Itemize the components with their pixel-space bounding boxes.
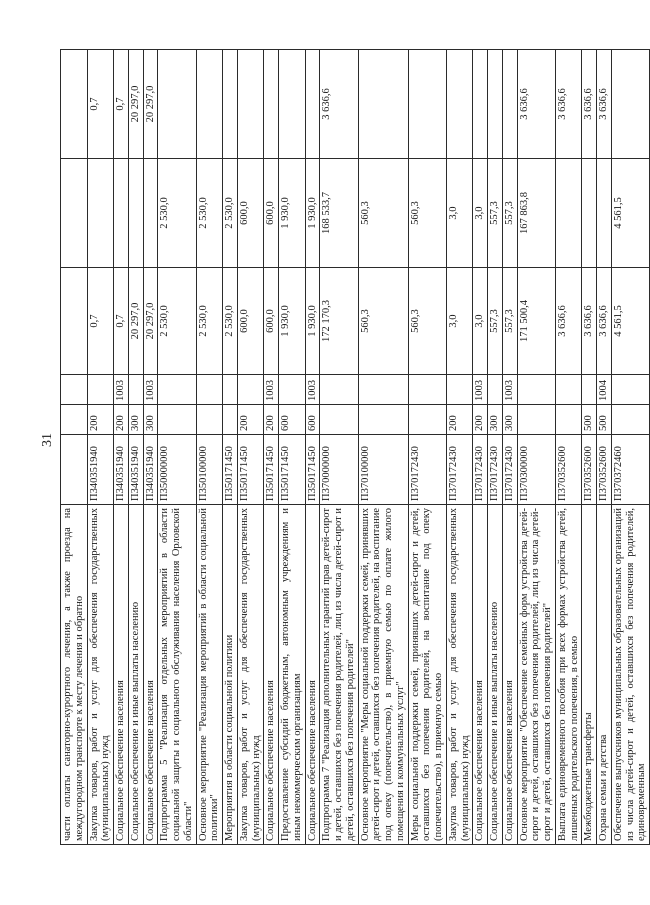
expense-type-code: 200 bbox=[87, 405, 114, 435]
row-name: Меры социальной поддержки семей, принявших детей-сирот и детей, оставшихся без попечения родителей, на воспитание под опеку (попечительство), в приемную семью bbox=[408, 505, 446, 845]
classification-code: П370372460 bbox=[611, 435, 649, 505]
row-name: Охрана семьи и детства bbox=[597, 505, 612, 845]
amount-federal: 3 636,6 bbox=[320, 50, 358, 159]
table-row bbox=[196, 50, 223, 845]
amount-total: 20 297,0 bbox=[143, 268, 158, 375]
amount-regional: 1 930,0 bbox=[279, 159, 306, 268]
budget-table bbox=[60, 49, 650, 845]
expense-type-code bbox=[61, 405, 88, 435]
expense-type-code bbox=[158, 405, 196, 435]
amount-federal bbox=[279, 50, 306, 159]
table-row bbox=[264, 50, 279, 845]
amount-federal bbox=[61, 50, 88, 159]
expense-type-code bbox=[408, 405, 446, 435]
section-code bbox=[408, 375, 446, 405]
amount-regional bbox=[582, 159, 597, 268]
row-name: Социальное обеспечение и иные выплаты населению bbox=[488, 505, 503, 845]
table-row bbox=[358, 50, 408, 845]
amount-total: 3 636,6 bbox=[597, 268, 612, 375]
amount-regional: 1 930,0 bbox=[305, 159, 320, 268]
classification-code: П370300000 bbox=[517, 435, 555, 505]
expense-type-code bbox=[358, 405, 408, 435]
section-code bbox=[87, 375, 114, 405]
amount-total: 0,7 bbox=[114, 268, 129, 375]
section-code: 1003 bbox=[305, 375, 320, 405]
amount-regional: 2 530,0 bbox=[223, 159, 238, 268]
table-row bbox=[517, 50, 555, 845]
expense-type-code bbox=[196, 405, 223, 435]
row-name: Обеспечение выпускников муниципальных образовательных организаций из числа детей-сирот и детей, оставшихся без попечения родителей, единовременным bbox=[611, 505, 649, 845]
expense-type-code: 300 bbox=[488, 405, 503, 435]
classification-code: П340351940 bbox=[114, 435, 129, 505]
row-name: Социальное обеспечение населения bbox=[264, 505, 279, 845]
classification-code: П370352600 bbox=[597, 435, 612, 505]
row-name: Социальное обеспечение и иные выплаты населению bbox=[128, 505, 143, 845]
amount-federal bbox=[408, 50, 446, 159]
amount-regional: 557,3 bbox=[502, 159, 517, 268]
section-code: 1003 bbox=[264, 375, 279, 405]
expense-type-code: 500 bbox=[597, 405, 612, 435]
amount-total: 2 530,0 bbox=[223, 268, 238, 375]
amount-regional bbox=[143, 159, 158, 268]
budget-table-body bbox=[61, 50, 650, 845]
amount-regional: 168 533,7 bbox=[320, 159, 358, 268]
expense-type-code: 600 bbox=[279, 405, 306, 435]
amount-federal bbox=[264, 50, 279, 159]
amount-federal bbox=[223, 50, 238, 159]
row-name: Социальное обеспечение населения bbox=[143, 505, 158, 845]
section-code: 1003 bbox=[143, 375, 158, 405]
table-row bbox=[555, 50, 582, 845]
expense-type-code: 200 bbox=[446, 405, 473, 435]
amount-federal bbox=[502, 50, 517, 159]
classification-code: П340351940 bbox=[143, 435, 158, 505]
table-row bbox=[446, 50, 473, 845]
expense-type-code bbox=[611, 405, 649, 435]
classification-code: П350171450 bbox=[264, 435, 279, 505]
amount-federal: 0,7 bbox=[114, 50, 129, 159]
section-code bbox=[279, 375, 306, 405]
expense-type-code: 300 bbox=[128, 405, 143, 435]
amount-regional: 3,0 bbox=[473, 159, 488, 268]
row-name: Закупка товаров, работ и услуг для обеспечения государственных (муниципальных) нужд bbox=[446, 505, 473, 845]
classification-code: П350171450 bbox=[237, 435, 264, 505]
expense-type-code: 600 bbox=[305, 405, 320, 435]
amount-federal: 3 636,6 bbox=[555, 50, 582, 159]
amount-regional bbox=[61, 159, 88, 268]
row-name: Мероприятия в области социальной политики bbox=[223, 505, 238, 845]
amount-regional: 3,0 bbox=[446, 159, 473, 268]
amount-total: 3,0 bbox=[473, 268, 488, 375]
expense-type-code: 200 bbox=[473, 405, 488, 435]
section-code: 1003 bbox=[502, 375, 517, 405]
amount-federal bbox=[305, 50, 320, 159]
amount-regional: 4 561,5 bbox=[611, 159, 649, 268]
table-row bbox=[597, 50, 612, 845]
section-code bbox=[196, 375, 223, 405]
amount-total: 0,7 bbox=[87, 268, 114, 375]
amount-total: 171 500,4 bbox=[517, 268, 555, 375]
expense-type-code: 200 bbox=[114, 405, 129, 435]
table-row bbox=[488, 50, 503, 845]
classification-code bbox=[61, 435, 88, 505]
amount-federal: 3 636,6 bbox=[597, 50, 612, 159]
classification-code: П370352600 bbox=[555, 435, 582, 505]
classification-code: П370000000 bbox=[320, 435, 358, 505]
expense-type-code bbox=[517, 405, 555, 435]
section-code: 1003 bbox=[473, 375, 488, 405]
amount-total: 560,3 bbox=[358, 268, 408, 375]
section-code bbox=[61, 375, 88, 405]
row-name: Подпрограмма 7 "Реализация дополнительных гарантий прав детей-сирот и детей, оставшихся без попечения родителей, лиц из числа детей-сирот и детей, оставшихся без попечения родителей" bbox=[320, 505, 358, 845]
expense-type-code bbox=[320, 405, 358, 435]
table-row bbox=[582, 50, 597, 845]
section-code bbox=[158, 375, 196, 405]
classification-code: П340351940 bbox=[87, 435, 114, 505]
amount-federal bbox=[488, 50, 503, 159]
row-name: части оплаты санаторно-курортного лечения, а также проезда на междугородном транспорте к месту лечения и обратно bbox=[61, 505, 88, 845]
table-row bbox=[305, 50, 320, 845]
expense-type-code: 300 bbox=[143, 405, 158, 435]
section-code: 1004 bbox=[597, 375, 612, 405]
amount-total: 2 530,0 bbox=[196, 268, 223, 375]
classification-code: П350171450 bbox=[305, 435, 320, 505]
amount-regional: 167 863,8 bbox=[517, 159, 555, 268]
expense-type-code: 300 bbox=[502, 405, 517, 435]
section-code bbox=[237, 375, 264, 405]
expense-type-code bbox=[223, 405, 238, 435]
expense-type-code: 200 bbox=[237, 405, 264, 435]
table-row bbox=[237, 50, 264, 845]
table-row bbox=[320, 50, 358, 845]
section-code bbox=[517, 375, 555, 405]
classification-code: П350000000 bbox=[158, 435, 196, 505]
amount-regional: 600,0 bbox=[237, 159, 264, 268]
table-row bbox=[87, 50, 114, 845]
amount-federal bbox=[611, 50, 649, 159]
row-name: Социальное обеспечение населения bbox=[502, 505, 517, 845]
table-row bbox=[502, 50, 517, 845]
amount-regional: 2 530,0 bbox=[196, 159, 223, 268]
classification-code: П370172430 bbox=[502, 435, 517, 505]
table-row bbox=[279, 50, 306, 845]
amount-total: 172 170,3 bbox=[320, 268, 358, 375]
amount-regional bbox=[555, 159, 582, 268]
amount-regional bbox=[114, 159, 129, 268]
table-row bbox=[128, 50, 143, 845]
amount-federal: 3 636,6 bbox=[517, 50, 555, 159]
section-code bbox=[446, 375, 473, 405]
classification-code: П370172430 bbox=[473, 435, 488, 505]
amount-total: 4 561,5 bbox=[611, 268, 649, 375]
amount-total: 3 636,6 bbox=[582, 268, 597, 375]
classification-code: П350171450 bbox=[223, 435, 238, 505]
amount-federal bbox=[237, 50, 264, 159]
row-name: Закупка товаров, работ и услуг для обеспечения государственных (муниципальных) нужд bbox=[87, 505, 114, 845]
row-name: Основное мероприятие "Меры социальной поддержки семей, принявших детей-сирот и детей, оставшихся без попечения родителей, на воспитание под опеку (попечительство), в приемную семью по оплате жилого помещения и коммунальных услуг" bbox=[358, 505, 408, 845]
row-name: Социальное обеспечение населения bbox=[114, 505, 129, 845]
amount-total: 3,0 bbox=[446, 268, 473, 375]
page-number: 31 bbox=[40, 433, 55, 447]
row-name: Основное мероприятие "Обеспечение семейных форм устройства детей-сирот и детей, оставшихся без попечения родителей, лиц из числа детей-сирот и детей, оставшихся без попечения родителей" bbox=[517, 505, 555, 845]
row-name: Основное мероприятие "Реализация мероприятий в области социальной политики" bbox=[196, 505, 223, 845]
table-row bbox=[143, 50, 158, 845]
amount-regional bbox=[597, 159, 612, 268]
section-code bbox=[223, 375, 238, 405]
amount-regional: 2 530,0 bbox=[158, 159, 196, 268]
section-code: 1003 bbox=[114, 375, 129, 405]
section-code bbox=[555, 375, 582, 405]
amount-regional bbox=[128, 159, 143, 268]
amount-regional bbox=[87, 159, 114, 268]
amount-federal: 3 636,6 bbox=[582, 50, 597, 159]
classification-code: П370172430 bbox=[488, 435, 503, 505]
section-code bbox=[488, 375, 503, 405]
amount-regional: 560,3 bbox=[358, 159, 408, 268]
row-name: Подпрограмма 5 "Реализация отдельных мероприятий в области социальной защиты и социального обслуживания населения Орловской области" bbox=[158, 505, 196, 845]
budget-table-container bbox=[60, 50, 648, 845]
table-row bbox=[611, 50, 649, 845]
classification-code: П370172430 bbox=[408, 435, 446, 505]
section-code bbox=[582, 375, 597, 405]
amount-total: 2 530,0 bbox=[158, 268, 196, 375]
table-row bbox=[61, 50, 88, 845]
amount-total: 557,3 bbox=[502, 268, 517, 375]
amount-total: 1 930,0 bbox=[305, 268, 320, 375]
row-name: Выплата единовременного пособия при всех формах устройства детей, лишенных родительского попечения, в семью bbox=[555, 505, 582, 845]
amount-total bbox=[61, 268, 88, 375]
classification-code: П370100000 bbox=[358, 435, 408, 505]
table-row bbox=[158, 50, 196, 845]
classification-code: П350100000 bbox=[196, 435, 223, 505]
classification-code: П340351940 bbox=[128, 435, 143, 505]
row-name: Социальное обеспечение населения bbox=[305, 505, 320, 845]
amount-federal bbox=[158, 50, 196, 159]
amount-total: 560,3 bbox=[408, 268, 446, 375]
section-code bbox=[611, 375, 649, 405]
amount-regional: 557,3 bbox=[488, 159, 503, 268]
amount-federal bbox=[358, 50, 408, 159]
expense-type-code: 200 bbox=[264, 405, 279, 435]
amount-federal bbox=[446, 50, 473, 159]
table-row bbox=[408, 50, 446, 845]
expense-type-code: 500 bbox=[582, 405, 597, 435]
amount-regional: 600,0 bbox=[264, 159, 279, 268]
amount-federal bbox=[473, 50, 488, 159]
row-name: Предоставление субсидий бюджетным, автономным учреждениям и иным некоммерческим организациям bbox=[279, 505, 306, 845]
section-code bbox=[358, 375, 408, 405]
section-code bbox=[128, 375, 143, 405]
amount-total: 20 297,0 bbox=[128, 268, 143, 375]
amount-regional: 560,3 bbox=[408, 159, 446, 268]
classification-code: П370352600 bbox=[582, 435, 597, 505]
expense-type-code bbox=[555, 405, 582, 435]
amount-total: 600,0 bbox=[237, 268, 264, 375]
section-code bbox=[320, 375, 358, 405]
row-name: Закупка товаров, работ и услуг для обеспечения государственных (муниципальных) нужд bbox=[237, 505, 264, 845]
table-row bbox=[223, 50, 238, 845]
classification-code: П350171450 bbox=[279, 435, 306, 505]
amount-federal: 20 297,0 bbox=[128, 50, 143, 159]
row-name: Межбюджетные трансферты bbox=[582, 505, 597, 845]
amount-total: 3 636,6 bbox=[555, 268, 582, 375]
amount-federal: 20 297,0 bbox=[143, 50, 158, 159]
amount-total: 600,0 bbox=[264, 268, 279, 375]
classification-code: П370172430 bbox=[446, 435, 473, 505]
amount-federal bbox=[196, 50, 223, 159]
row-name: Социальное обеспечение населения bbox=[473, 505, 488, 845]
table-row bbox=[473, 50, 488, 845]
amount-federal: 0,7 bbox=[87, 50, 114, 159]
amount-total: 1 930,0 bbox=[279, 268, 306, 375]
table-row bbox=[114, 50, 129, 845]
amount-total: 557,3 bbox=[488, 268, 503, 375]
